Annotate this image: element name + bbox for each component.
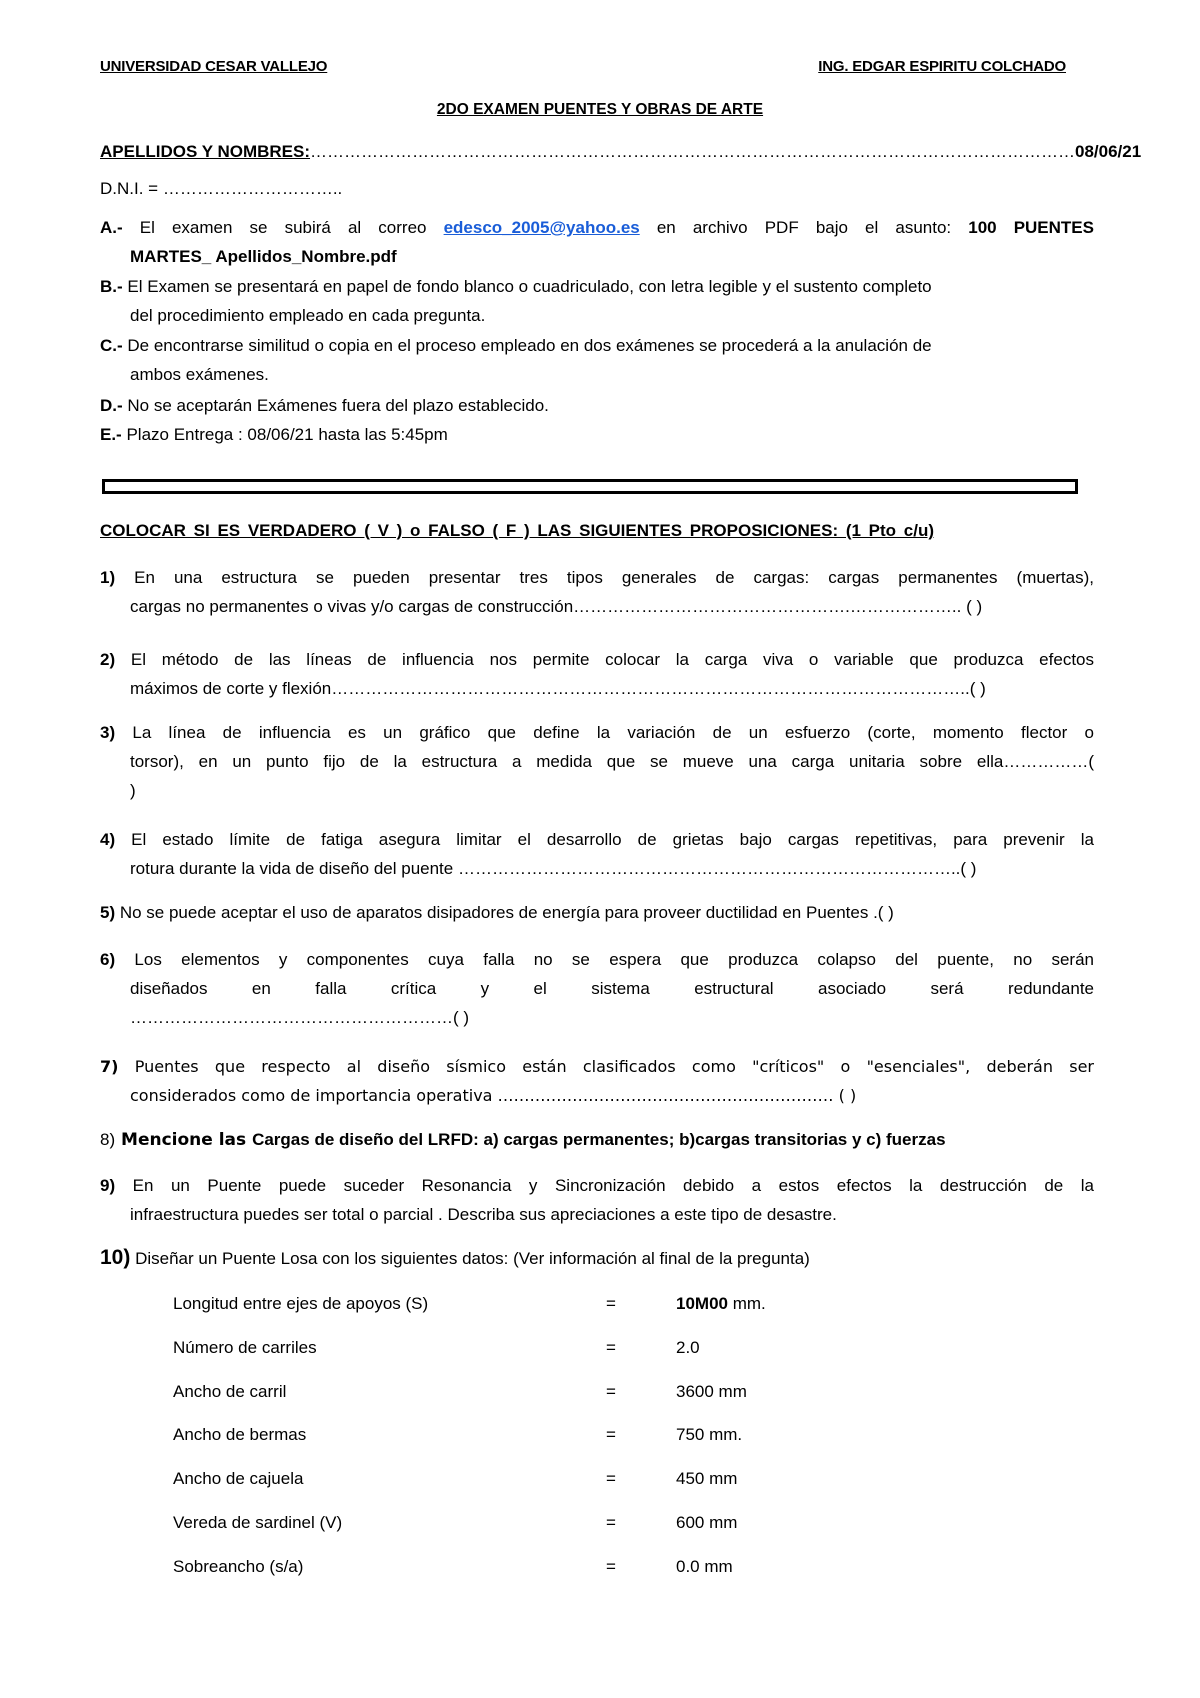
header-university: UNIVERSIDAD CESAR VALLEJO bbox=[100, 58, 328, 75]
rule-b bbox=[100, 272, 1094, 330]
data-row-cajuela bbox=[173, 1469, 1073, 1493]
data-label: Ancho de cajuela bbox=[173, 1469, 304, 1488]
rule-c-text: De encontrarse similitud o copia en el proceso empleado en dos exámenes se procederá a la anulación de bbox=[122, 336, 932, 355]
question-text-b: Cargas de diseño del LRFD: a) cargas permanentes; b)cargas transitorias y c) fuerzas bbox=[252, 1130, 946, 1149]
question-number: 3) bbox=[100, 723, 116, 742]
data-label: Vereda de sardinel (V) bbox=[173, 1513, 343, 1532]
data-equals: = bbox=[606, 1338, 616, 1357]
data-row-lane-width bbox=[173, 1382, 1073, 1406]
data-value: 450 mm bbox=[676, 1469, 738, 1488]
question-text: Mencione las bbox=[115, 1130, 253, 1150]
data-row-sidewalk bbox=[173, 1513, 1073, 1537]
name-field bbox=[100, 142, 1141, 162]
question-number: 6) bbox=[100, 950, 116, 969]
data-row-span bbox=[173, 1294, 1073, 1318]
question-4 bbox=[100, 825, 1094, 883]
section-title: COLOCAR SI ES VERDADERO ( V ) o FALSO ( F ) LAS SIGUIENTES PROPOSICIONES: (1 Pto c/u) bbox=[100, 521, 935, 540]
data-equals: = bbox=[606, 1382, 616, 1401]
question-number: 8) bbox=[100, 1130, 116, 1149]
separator-bar bbox=[102, 479, 1078, 494]
question-number: 10) bbox=[100, 1246, 131, 1269]
question-9 bbox=[100, 1171, 1094, 1229]
question-text-cont: infraestructura puedes ser total o parcial . Describa sus apreciaciones a este tipo de desastre. bbox=[130, 1205, 837, 1224]
question-text-cont: …………………………………………………( ) bbox=[130, 1008, 470, 1027]
name-dots: ……………………………………………………………………………………………………………………… bbox=[310, 142, 1076, 161]
data-equals: = bbox=[606, 1294, 616, 1313]
question-text: En un Puente puede suceder Resonancia y Sincronización debido a estos efectos la destrucción de la bbox=[115, 1176, 1094, 1195]
rule-a-text: El examen se subirá al correo bbox=[122, 218, 444, 237]
data-value: 2.0 bbox=[676, 1338, 700, 1357]
question-8 bbox=[100, 1125, 1094, 1155]
data-value-bold: 10M00 bbox=[676, 1294, 728, 1313]
rule-d bbox=[100, 391, 1094, 420]
rule-letter: D.- bbox=[100, 396, 123, 415]
question-text: No se puede aceptar el uso de aparatos disipadores de energía para proveer ductilidad en Puentes .( ) bbox=[115, 903, 894, 922]
rule-letter: A.- bbox=[100, 218, 123, 237]
data-row-lanes bbox=[173, 1338, 1073, 1362]
rule-letter: B.- bbox=[100, 277, 123, 296]
data-label: Ancho de carril bbox=[173, 1382, 287, 1401]
data-value: 750 mm. bbox=[676, 1425, 743, 1444]
data-row-shoulders bbox=[173, 1425, 1073, 1449]
question-7 bbox=[100, 1052, 1094, 1110]
rule-d-text: No se aceptarán Exámenes fuera del plazo establecido. bbox=[122, 396, 549, 415]
data-value: 0.0 mm bbox=[676, 1557, 733, 1576]
question-text-mid: diseñados en falla crítica y el sistema estructural asociado será redundante bbox=[130, 979, 1094, 998]
question-10 bbox=[100, 1243, 1094, 1273]
question-number: 2) bbox=[100, 650, 116, 669]
rule-letter: C.- bbox=[100, 336, 123, 355]
question-text-cont: cargas no permanentes o vivas y/o cargas de construcción………………………………………….……………….. ( ) bbox=[130, 597, 983, 616]
name-label: APELLIDOS Y NOMBRES: bbox=[100, 142, 311, 161]
data-equals: = bbox=[606, 1469, 616, 1488]
rule-a bbox=[100, 213, 1094, 271]
rule-b-text: El Examen se presentará en papel de fondo blanco o cuadriculado, con letra legible y el sustento completo bbox=[122, 277, 932, 296]
email-link[interactable]: edesco_2005@yahoo.es bbox=[443, 218, 640, 237]
data-value-unit: mm. bbox=[727, 1294, 766, 1313]
dni-dots: ………………………….. bbox=[162, 179, 343, 198]
rule-b-cont: del procedimiento empleado en cada pregunta. bbox=[130, 306, 486, 325]
data-label: Longitud entre ejes de apoyos (S) bbox=[173, 1294, 429, 1313]
data-value bbox=[676, 1294, 766, 1314]
data-row-overwidth bbox=[173, 1557, 1073, 1581]
question-1 bbox=[100, 563, 1094, 621]
data-equals: = bbox=[606, 1425, 616, 1444]
question-number: 9) bbox=[100, 1176, 116, 1195]
rule-a-subject-cont: MARTES_ Apellidos_Nombre.pdf bbox=[130, 247, 397, 266]
question-text-cont: rotura durante la vida de diseño del puente ……………………………………………………………………………..( ) bbox=[130, 859, 977, 878]
question-text: En una estructura se pueden presentar tres tipos generales de cargas: cargas permanentes (muertas), bbox=[115, 568, 1094, 587]
question-text: Diseñar un Puente Losa con los siguientes datos: (Ver información al final de la pregunta) bbox=[130, 1249, 810, 1268]
data-label: Número de carriles bbox=[173, 1338, 317, 1357]
rule-letter: E.- bbox=[100, 425, 122, 444]
data-value: 3600 mm bbox=[676, 1382, 747, 1401]
question-5 bbox=[100, 898, 1094, 927]
question-text: Puentes que respecto al diseño sísmico están clasificados como "críticos" o "esenciales", deberán ser bbox=[118, 1057, 1094, 1076]
question-2 bbox=[100, 645, 1094, 703]
question-number: 5) bbox=[100, 903, 116, 922]
data-value: 600 mm bbox=[676, 1513, 738, 1532]
question-text-cont: ) bbox=[130, 781, 136, 800]
data-label: Ancho de bermas bbox=[173, 1425, 307, 1444]
exam-title: 2DO EXAMEN PUENTES Y OBRAS DE ARTE bbox=[436, 101, 764, 118]
rule-c-cont: ambos exámenes. bbox=[130, 365, 269, 384]
rule-e-text: Plazo Entrega : 08/06/21 hasta las 5:45pm bbox=[121, 425, 448, 444]
rule-c bbox=[100, 331, 1094, 389]
rule-e bbox=[100, 420, 1094, 449]
data-label: Sobreancho (s/a) bbox=[173, 1557, 304, 1576]
question-text: El estado límite de fatiga asegura limitar el desarrollo de grietas bajo cargas repetitivas, para prevenir la bbox=[115, 830, 1094, 849]
question-text-cont: considerados como de importancia operativa ……………………………………………………… ( ) bbox=[130, 1086, 857, 1105]
rule-a-subject: 100 PUENTES bbox=[968, 218, 1094, 237]
dni-field bbox=[100, 179, 342, 199]
header-professor: ING. EDGAR ESPIRITU COLCHADO bbox=[818, 58, 1066, 75]
question-3 bbox=[100, 718, 1094, 805]
data-equals: = bbox=[606, 1513, 616, 1532]
dni-label: D.N.I. = bbox=[100, 179, 163, 198]
question-number: 7) bbox=[100, 1057, 119, 1076]
question-text: El método de las líneas de influencia nos permite colocar la carga viva o variable que produzca efectos bbox=[115, 650, 1094, 669]
data-equals: = bbox=[606, 1557, 616, 1576]
question-text: La línea de influencia es un gráfico que define la variación de un esfuerzo (corte, momento flector o bbox=[115, 723, 1094, 742]
rule-a-mid: en archivo PDF bajo el asunto: bbox=[639, 218, 969, 237]
question-6 bbox=[100, 945, 1094, 1032]
question-number: 4) bbox=[100, 830, 116, 849]
question-text-mid: torsor), en un punto fijo de la estructura a medida que se mueve una carga unitaria sobre ella……………( bbox=[130, 752, 1094, 771]
question-text-cont: máximos de corte y flexión…………………………………………………………………………………………………..( ) bbox=[130, 679, 986, 698]
question-text: Los elementos y componentes cuya falla no se espera que produzca colapso del puente, no serán bbox=[115, 950, 1094, 969]
question-number: 1) bbox=[100, 568, 116, 587]
exam-date: 08/06/21 bbox=[1075, 142, 1142, 161]
